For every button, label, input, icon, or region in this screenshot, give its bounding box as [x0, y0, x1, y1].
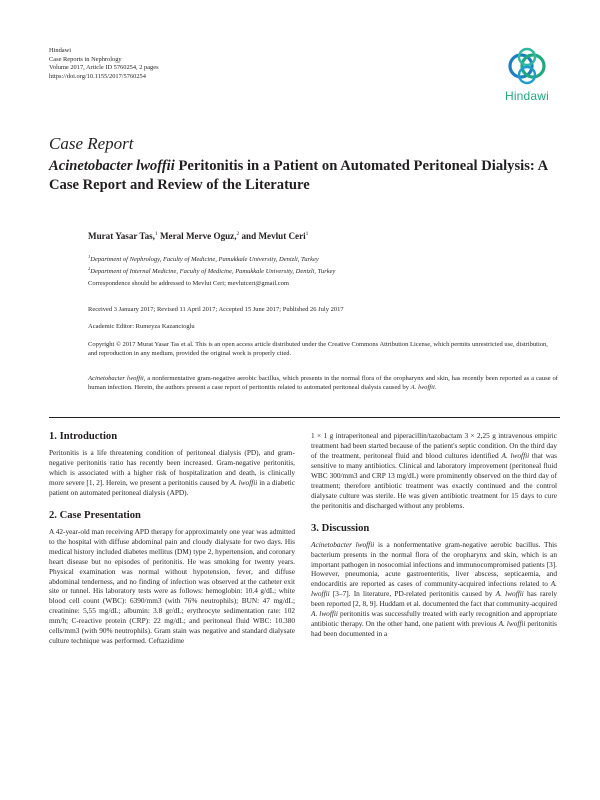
discussion-text-3: has rarely been reported [2, 8, 9]. Huddam et al. documented the fact that community-acquired: [311, 589, 557, 609]
case-cont-text-1: 1 × 1 g intraperitoneal and piperacillin/tazobactam 3 × 2,25 g intravenous empiric treatment had been started because of the patient's septic condition. On the third day of the treatment, peritoneal fluid and blood cultures identified: [311, 431, 557, 460]
correspondence: Correspondence should be addressed to Mevlut Ceri; mevlutceri@gmail.com: [88, 280, 289, 287]
affiliation-2-text: Department of Internal Medicine, Faculty of Medicine, Pamukkale University, Denizli, Turkey: [90, 268, 336, 276]
affiliation-2: [88, 265, 558, 277]
author-3-affiliation: 1: [305, 231, 309, 237]
intro-text-2: in a diabetic patient on automated peritoneal dialysis (APD).: [49, 477, 295, 497]
abstract-text-1: , a nonfermentative gram-negative aerobic bacillus, which presents in the normal flora of the oropharynx and skin, has recently been reported as a cause of human infection. Herein, the authors present a case report of peritonitis related to automated peritoneal dialysis caused by: [88, 375, 558, 391]
hindawi-rings-icon: [505, 44, 549, 88]
right-column: [311, 430, 557, 639]
article-title: [49, 157, 569, 195]
journal-name: Case Reports in Nephrology: [49, 55, 122, 63]
discussion-text-1: is a nonfermentative gram-negative aerobic bacillus. This bacterium presents in the normal flora of the oropharynx and skin, which is an important pathogen in nosocomial infections and immunocompromised patients [3]. However, pneumonia, acute gastroenteritis, liver abscess, septicaemia, and endocarditis are reported as cases of community-acquired infections related to: [311, 539, 557, 589]
left-column: [49, 430, 295, 646]
author-1: Murat Yasar Tas,: [88, 231, 155, 242]
abstract-species-2: A. lwoffii: [410, 383, 435, 391]
abstract-species: Acinetobacter lwoffii: [88, 375, 144, 382]
author-1-affiliation: 1: [154, 231, 158, 237]
affiliations: [88, 253, 558, 277]
case-presentation-paragraph: A 42-year-old man receiving APD therapy for approximately one year was admitted to the hospital with diffuse abdominal pain and cloudy dialysate for two days. His medical history included diabetes mellitus (DM) type 2, hypertension, and coronary heart disease but no episodes of peritonitis. He was smoking for twenty years. Physical examination was normal without hypotension, fever, and diffuse abdominal tenderness, and no finding of infection was observed at the catheter exit site or tunnel. His laboratory tests were as follows: hemoglobin: 10.4 g/dL; white blood cell count (WBC): 6390/mm3 (with 76% neutrophils); BUN: 47 mg/dL; creatinine: 5,55 mg/dL; albumin: 3.8 gr/dL; erythrocyte sedimentation rate: 102 mm/h; C-reactive protein (CRP): 22 mg/dL; and peritoneal fluid WBC: 10.380 cells/mm3 (with 90% neutrophils). Gram stain was negative and standard dialysate culture technique was performed. Ceftazidime: [49, 526, 295, 646]
discussion-species-5: A. lwoffii: [498, 619, 526, 629]
intro-text-1: Peritonitis is a life threatening condition of peritoneal dialysis (PD), and gram-negative peritonitis ratio has recently been increased. Gram-negative peritonitis, which is associated with a higher risk of hospitalization and death, is clinically more severe [1, 2]. Herein, we present a peritonitis caused by: [49, 448, 295, 487]
discussion-text-5: peritonitis had been documented in a: [311, 619, 558, 639]
heading-case-presentation: 2. Case Presentation: [49, 509, 141, 521]
discussion-text-4: peritonitis was successfully treated with early recognition and appropriate antibiotic therapy. On the other hand, one patient with previous: [311, 609, 558, 629]
title-text: Peritonitis in a Patient on Automated Peritoneal Dialysis: A Case Report and Review of the Literature: [49, 158, 548, 193]
discussion-paragraph: [311, 540, 557, 640]
affiliation-1-mark: 1: [88, 254, 91, 259]
case-cont-species: A. lwoffii: [501, 450, 530, 460]
case-cont-text-2: that was sensitive to many antibiotics. Clinical and laboratory improvement (peritoneal fluid WBC 300/mm3 and CRP 13 mg/dL) were prominently observed on the third day of treatment; therefore antibiotic treatment was exactly continued and the control dialysate culture was sterile. He was given antibiotic treatment for 15 days to cure the peritonitis and discharged without any problems.: [311, 450, 557, 510]
journal-header: [49, 47, 159, 81]
hindawi-logo: [494, 44, 560, 106]
author-list: [88, 231, 308, 241]
discussion-species-4: A. lwoffii: [311, 609, 338, 619]
discussion-species-2: A. lwoffii: [311, 579, 557, 599]
discussion-species-1: Acinetobacter lwoffii: [311, 539, 375, 549]
title-species: Acinetobacter lwoffii: [49, 158, 175, 174]
case-continuation-paragraph: [311, 431, 557, 511]
affiliation-1: [88, 253, 558, 265]
heading-discussion: 3. Discussion: [311, 522, 370, 534]
heading-introduction: 1. Introduction: [49, 431, 118, 442]
doi-link[interactable]: https://doi.org/10.1155/2017/5760254: [49, 72, 146, 80]
discussion-species-3: A. lwoffii: [495, 589, 524, 599]
copyright-notice: Copyright © 2017 Murat Yasar Tas et al. This is an open access article distributed under the Creative Commons Attribution License, which permits unrestricted use, distribution, and reproduction in any medium, provided the original work is properly cited.: [88, 341, 548, 357]
affiliation-2-mark: 2: [88, 266, 91, 272]
introduction-paragraph: [49, 448, 295, 498]
author-2-affiliation: 2: [236, 231, 240, 237]
author-3: and Mevlut Ceri: [239, 231, 306, 242]
article-type: Case Report: [49, 134, 134, 153]
publication-dates: Received 3 January 2017; Revised 11 April 2017; Accepted 15 June 2017; Published 26 July 2017: [88, 306, 344, 313]
section-divider: [49, 417, 560, 418]
abstract-text-2: .: [434, 383, 437, 391]
discussion-text-2: [3–7]. In literature, PD-related peritonitis caused by: [329, 589, 496, 599]
logo-wordmark: Hindawi: [504, 89, 550, 103]
publisher-name: Hindawi: [49, 47, 72, 54]
author-2: Meral Merve Oguz,: [157, 231, 237, 242]
academic-editor: Academic Editor: Rumeyza Kazancioglu: [88, 323, 195, 330]
affiliation-1-text: Department of Nephrology, Faculty of Medicine, Pamukkale University, Denizli, Turkey: [90, 256, 319, 264]
intro-species: A. lwoffii: [230, 477, 258, 487]
abstract: [88, 375, 558, 393]
volume-line: Volume 2017, Article ID 5760254, 2 pages: [49, 64, 159, 72]
